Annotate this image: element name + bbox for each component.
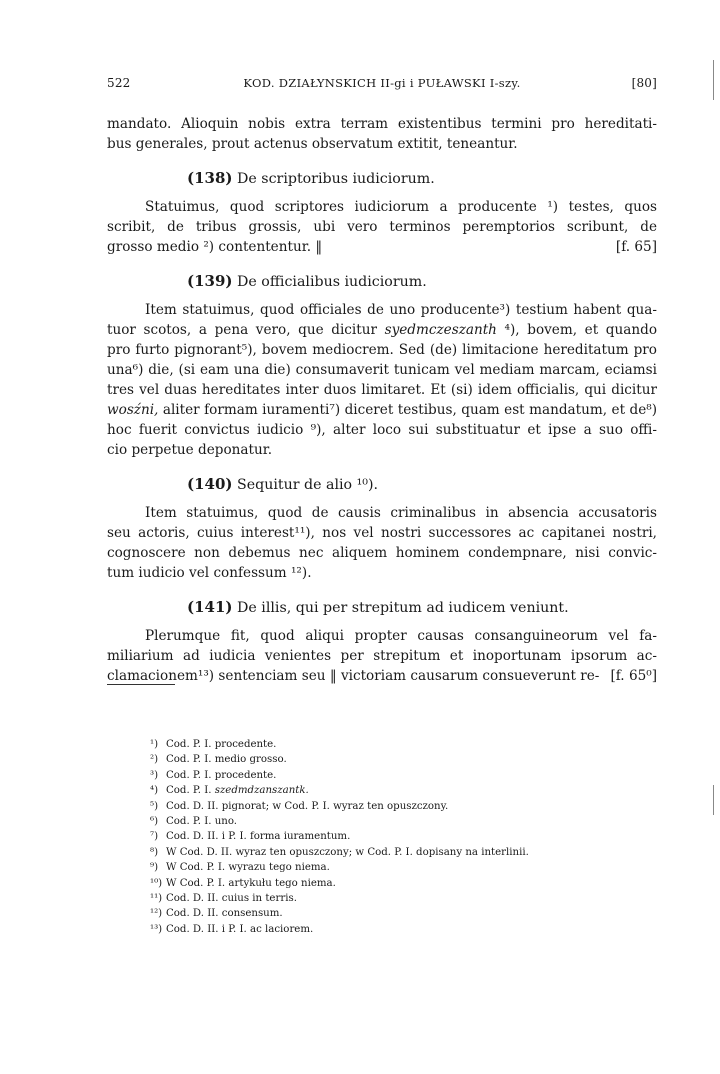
running-title: KOD. DZIAŁYNSKICH II-gi i PUŁAWSKI I-szy. xyxy=(243,76,521,90)
footnote xyxy=(150,906,620,921)
text-fragment: aliter formam iuramenti⁷) diceret testibus, quam est mandatum, et de⁸) xyxy=(158,402,657,418)
text-line: seu actoris, cuius interest¹¹), nos vel nostri successores ac capitanei nostri, xyxy=(107,525,657,541)
folio-reference: [80] xyxy=(631,76,657,90)
footnote-text: Cod. D. II. i P. I. forma iuramentum. xyxy=(166,831,351,843)
section-number: (138) xyxy=(187,169,233,187)
footnote-mark: ²) xyxy=(150,754,159,766)
footnote-mark: ¹) xyxy=(150,739,159,750)
footnote xyxy=(150,737,620,752)
page-number: 522 xyxy=(107,76,131,90)
text-line: Plerumque fit, quod aliqui propter causas consanguineorum vel fa- xyxy=(145,628,657,644)
footnote xyxy=(150,799,620,814)
margin-folio-ref: [f. 65⁰] xyxy=(610,668,657,684)
main-text xyxy=(107,114,657,686)
footnote-italic: szedmdzanszantk. xyxy=(214,785,309,797)
footnote-text: Cod. P. I. xyxy=(166,785,215,797)
footnote xyxy=(150,860,620,875)
footnote-text: W Cod. D. II. wyraz ten opuszczony; w Cod. P. I. dopisany na interlinii. xyxy=(166,846,529,858)
text-line: tum iudicio vel confessum ¹²). xyxy=(107,565,312,581)
footnote-mark: ¹⁰) xyxy=(150,877,163,889)
footnote xyxy=(150,845,620,860)
footnote-text: Cod. P. I. uno. xyxy=(166,816,238,828)
footnote-text: Cod. D. II. consensum. xyxy=(166,908,283,920)
section-title: De officialibus iudiciorum. xyxy=(237,274,427,290)
footnote-text: Cod. P. I. procedente. xyxy=(166,739,277,750)
section-title: Sequitur de alio ¹⁰). xyxy=(237,477,379,493)
footnote xyxy=(150,891,620,906)
footnote xyxy=(150,814,620,829)
text-line: tres vel duas hereditates inter duos limitaret. Et (si) idem officialis, qui dicitur xyxy=(107,382,657,398)
section-heading-140 xyxy=(107,474,657,495)
footnote-mark: ³) xyxy=(150,769,159,781)
footnote xyxy=(150,876,620,891)
text-line xyxy=(107,320,657,340)
text-line: Item statuimus, quod officiales de uno producente³) testium habent qua- xyxy=(145,302,657,318)
scan-edge-mark xyxy=(713,785,714,815)
footnote-text: Cod. D. II. cuius in terris. xyxy=(166,893,297,905)
footnote-text: W Cod. P. I. wyrazu tego niema. xyxy=(166,862,330,874)
section-title: De scriptoribus iudiciorum. xyxy=(237,171,435,187)
text-line xyxy=(107,400,657,420)
footnote-mark: ⁴) xyxy=(150,785,159,797)
footnote-mark: ⁶) xyxy=(150,816,159,828)
footnote xyxy=(150,922,620,937)
section-number: (140) xyxy=(187,475,233,493)
italic-term: wosźni, xyxy=(107,402,159,418)
footnote-text: Cod. P. I. procedente. xyxy=(166,769,277,781)
footnote xyxy=(150,783,620,798)
text-fragment: clamacionem¹³) sentenciam seu ‖ victoriam causarum consueverunt re- xyxy=(107,668,600,684)
footnote xyxy=(150,829,620,844)
footnote-mark: ¹³) xyxy=(150,923,163,935)
text-fragment: grosso medio ²) contententur. ‖ xyxy=(107,239,323,255)
footnote-mark: ⁹) xyxy=(150,862,159,874)
footnote-mark: ⁵) xyxy=(150,800,159,812)
section-heading-141 xyxy=(107,597,657,618)
section-heading-138 xyxy=(107,168,657,189)
running-header xyxy=(107,76,657,94)
text-line: hoc fuerit convictus iudicio ⁹), alter loco sui substituatur et ipse a suo offi- xyxy=(107,422,657,438)
footnote-mark: ⁸) xyxy=(150,846,159,858)
text-line: Item statuimus, quod de causis criminalibus in absencia accusatoris xyxy=(145,505,657,521)
footnote-text: W Cod. P. I. artykułu tego niema. xyxy=(166,877,336,889)
text-line: miliarium ad iudicia venientes per strepitum et inoportunam ipsorum ac- xyxy=(107,648,657,664)
text-line: Statuimus, quod scriptores iudiciorum a producente ¹) testes, quos xyxy=(145,199,657,215)
section-heading-139 xyxy=(107,271,657,292)
footnote-separator xyxy=(107,684,175,685)
italic-term: syedmczeszanth xyxy=(384,322,497,338)
footnote xyxy=(150,768,620,783)
margin-folio-ref: [f. 65] xyxy=(615,239,657,255)
text-line xyxy=(107,666,657,686)
footnote-mark: ¹²) xyxy=(150,908,163,920)
scan-edge-mark xyxy=(713,60,714,100)
text-line: cognoscere non debemus nec aliquem hominem condempnare, nisi convic- xyxy=(107,545,657,561)
section-number: (141) xyxy=(187,598,233,616)
text-line: una⁶) die, (si eam una die) consumaverit tunicam vel mediam marcam, eciamsi xyxy=(107,362,657,378)
footnote-mark: ⁷) xyxy=(150,831,159,843)
text-line: pro furto pignorant⁵), bovem mediocrem. Sed (de) limitacione hereditatum pro xyxy=(107,342,657,358)
footnote-mark: ¹¹) xyxy=(150,893,163,905)
footnote-text: Cod. P. I. medio grosso. xyxy=(166,754,287,766)
section-number: (139) xyxy=(187,272,233,290)
section-title: De illis, qui per strepitum ad iudicem veniunt. xyxy=(237,600,569,616)
footnote-text: Cod. D. II. i P. I. ac laciorem. xyxy=(166,923,314,935)
footnote xyxy=(150,752,620,767)
text-line: mandato. Alioquin nobis extra terram existentibus termini pro hereditati- xyxy=(107,116,657,132)
text-fragment: ⁴), bovem, et quando xyxy=(496,322,658,338)
footnote-text: Cod. D. II. pignorat; w Cod. P. I. wyraz ten opuszczony. xyxy=(166,800,449,812)
text-line: cio perpetue deponatur. xyxy=(107,442,273,458)
text-line: bus generales, prout actenus observatum extitit, teneantur. xyxy=(107,136,518,152)
text-fragment: tuor scotos, a pena vero, que dicitur xyxy=(107,322,385,338)
footnotes xyxy=(150,737,620,937)
text-line: scribit, de tribus grossis, ubi vero terminos peremptorios scribunt, de xyxy=(107,219,657,235)
text-line xyxy=(107,237,657,257)
